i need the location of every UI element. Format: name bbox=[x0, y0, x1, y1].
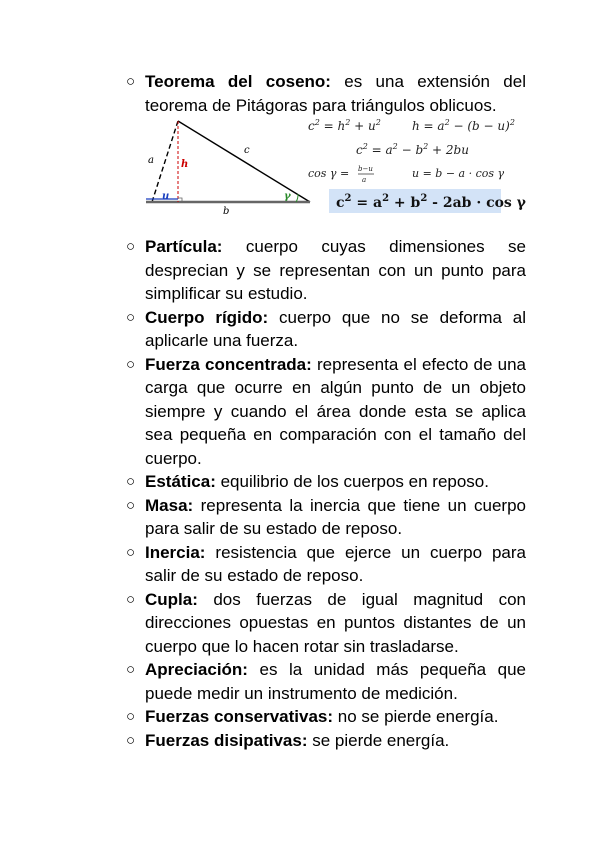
definition: resistencia que ejerce un cuerpo para salir de su estado de reposo. bbox=[145, 542, 526, 585]
definition: equilibrio de los cuerpos en reposo. bbox=[215, 472, 489, 491]
term: Fuerzas disipativas: bbox=[145, 730, 308, 750]
definition: cuerpo que no se deforma al aplicarle una fuerza. bbox=[145, 307, 526, 350]
label-h: h bbox=[181, 159, 189, 170]
bullet-icon: ○ bbox=[126, 661, 136, 678]
svg-text:u = b − a · cos γ: u = b − a · cos γ bbox=[412, 167, 505, 180]
law-of-cosines-figure bbox=[126, 117, 526, 235]
svg-text:c2 = a2 + b2 - 2ab · cos γ: $c^2 = a^2 + b^2 - 2ab \cdot \cos \gamma$ bbox=[336, 193, 526, 211]
definition: es una extensión del teorema de Pitágoras para triángulos oblicuos. bbox=[145, 72, 526, 115]
list-item bbox=[126, 705, 526, 729]
label-b: b bbox=[223, 206, 230, 217]
bullet-icon: ○ bbox=[126, 731, 136, 749]
formula-expanded bbox=[356, 142, 469, 157]
label-c: c bbox=[244, 145, 250, 156]
list-item bbox=[126, 70, 526, 117]
svg-text:b−u: b−u bbox=[358, 165, 373, 173]
term: Estática: bbox=[145, 472, 216, 491]
list-item bbox=[126, 541, 526, 588]
list-item bbox=[126, 494, 526, 541]
bullet-icon: ○ bbox=[126, 543, 136, 561]
side-c bbox=[178, 121, 310, 202]
term: Cupla: bbox=[145, 589, 198, 609]
svg-text:c2 = h2 + u2: $c^2 = h^2 + u^2$ bbox=[308, 118, 381, 133]
term: Partícula: bbox=[145, 237, 223, 256]
bullet-icon: ○ bbox=[126, 308, 136, 326]
definition: cuerpo cuyas dimensiones se desprecian y se representan con un punto para simplificar su estudio. bbox=[145, 237, 526, 303]
formula-pythagoras-c bbox=[308, 118, 381, 133]
definition: es la unidad más pequeña que puede medir un instrumento de medición. bbox=[145, 660, 526, 703]
list-item bbox=[126, 658, 526, 705]
definitions-list bbox=[126, 70, 526, 752]
bullet-icon: ○ bbox=[126, 590, 136, 608]
svg-text:h = a2 − (b − u)2: $h = a^2 - (b - u)^2$ bbox=[412, 118, 515, 133]
definition: no se pierde energía. bbox=[333, 707, 499, 726]
bullet-icon: ○ bbox=[126, 73, 136, 90]
definition: se pierde energía. bbox=[307, 730, 450, 750]
term: Masa: bbox=[145, 495, 194, 515]
list-item bbox=[126, 353, 526, 471]
list-item bbox=[126, 470, 526, 494]
svg-text:cos γ =: cos γ = bbox=[308, 167, 350, 180]
bullet-icon: ○ bbox=[126, 708, 136, 725]
term: Teorema del coseno: bbox=[145, 72, 331, 91]
term: Inercia: bbox=[145, 542, 206, 562]
formula-law-of-cosines bbox=[329, 189, 526, 213]
label-gamma: γ bbox=[284, 191, 291, 202]
term: Fuerza concentrada: bbox=[145, 354, 312, 374]
bullet-icon: ○ bbox=[126, 238, 136, 255]
term: Cuerpo rígido: bbox=[145, 307, 269, 327]
label-u: u bbox=[162, 191, 170, 202]
term: Fuerzas conservativas: bbox=[145, 707, 334, 726]
formula-pythagoras-h bbox=[412, 118, 515, 133]
svg-text:c2 = a2 − b2 + 2bu: $c^2 = a^2 - b^2 + 2bu$ bbox=[356, 142, 469, 157]
list-item bbox=[126, 235, 526, 306]
bullet-icon: ○ bbox=[126, 496, 136, 514]
formula-cosine bbox=[308, 165, 505, 184]
definition: representa el efecto de una carga que ocurre en algún punto de un objeto siempre y cuando el área donde esta se aplica sea pequeña en comparación con el tamaño del cuerpo. bbox=[145, 354, 527, 468]
list-item bbox=[126, 588, 526, 659]
definition: representa la inercia que tiene un cuerpo para salir de su estado de reposo. bbox=[145, 495, 526, 538]
list-item bbox=[126, 729, 526, 753]
definition: dos fuerzas de igual magnitud con direcciones opuestas en puntos distantes de un cuerpo que lo hacen rotar sin trasladarse. bbox=[145, 589, 526, 656]
label-a: a bbox=[148, 155, 154, 166]
svg-text:a: a bbox=[362, 176, 367, 184]
bullet-icon: ○ bbox=[126, 473, 136, 490]
bullet-icon: ○ bbox=[126, 355, 136, 373]
term: Apreciación: bbox=[145, 660, 248, 679]
list-item bbox=[126, 306, 526, 353]
side-a bbox=[152, 121, 178, 202]
